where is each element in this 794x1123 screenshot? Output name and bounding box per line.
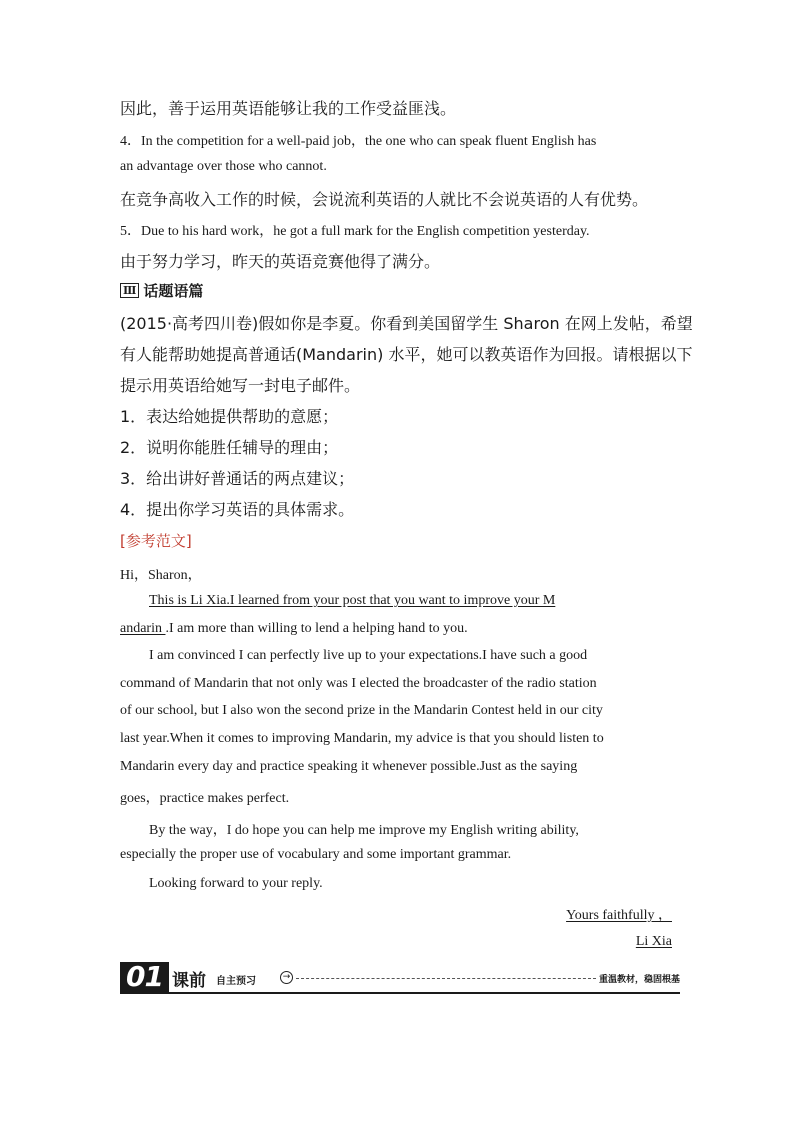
prompt-line2: 有人能帮助她提高普通话(Mandarin) 水平，她可以教英语作为回报。请根据以下	[120, 345, 693, 364]
prompt-line3: 提示用英语给她写一封电子邮件。	[120, 376, 361, 395]
letter-p2-line1: I am convinced I can perfectly live up to your expectations.I have such a good	[149, 648, 588, 663]
prompt-point-4: 4．提出你学习英语的具体需求。	[120, 500, 355, 519]
prompt-line1: (2015·高考四川卷)假如你是李夏。你看到美国留学生 Sharon 在网上发帖，希望	[120, 314, 693, 333]
letter-closing: Yours faithfully ，	[566, 908, 672, 923]
s4-english-line1: 4．In the competition for a well-paid job，the one who can speak fluent English has	[120, 134, 597, 149]
letter-p3-line2: especially the proper use of vocabulary and some important grammar.	[120, 847, 512, 862]
s5-translation: 由于努力学习，昨天的英语竞赛他得了满分。	[120, 252, 441, 271]
prompt-point-1: 1．表达给她提供帮助的意愿；	[120, 407, 339, 426]
section-title: 话题语篇	[143, 282, 204, 300]
banner-title: 课前	[172, 971, 206, 991]
letter-greeting: Hi，Sharon，	[120, 568, 202, 583]
banner-rule	[120, 992, 680, 994]
section-heading	[120, 280, 203, 301]
arrow-right-icon: →	[280, 971, 293, 984]
section-roman-numeral: Ⅲ	[120, 283, 139, 298]
letter-p2-line2: command of Mandarin that not only was I elected the broadcaster of the radio station	[120, 676, 597, 691]
letter-p2-line5: Mandarin every day and practice speaking it whenever possible.Just as the saying	[120, 759, 578, 774]
banner-subtitle: 自主预习	[216, 976, 256, 987]
letter-signature: Li Xia	[635, 934, 672, 949]
letter-p4: Looking forward to your reply.	[149, 876, 323, 891]
letter-p1-line2	[120, 621, 468, 637]
s4-translation: 在竞争高收入工作的时候，会说流利英语的人就比不会说英语的人有优势。	[120, 190, 649, 209]
letter-p3-line1: By the way，I do hope you can help me improve my English writing ability,	[149, 823, 579, 838]
banner-motto: 重温教材，稳固根基	[598, 975, 680, 985]
prompt-point-3: 3．给出讲好普通话的两点建议；	[120, 469, 355, 488]
reference-label: [参考范文]	[120, 532, 192, 550]
banner-number: 01	[120, 962, 169, 992]
letter-p1-line2-underlined: andarin	[120, 621, 166, 636]
letter-p1-line1: This is Li Xia.I learned from your post that you want to improve your M	[149, 593, 556, 608]
letter-p2-line6: goes，practice makes perfect.	[120, 791, 290, 806]
s3-translation: 因此，善于运用英语能够让我的工作受益匪浅。	[120, 99, 457, 118]
letter-p1-line2-rest: .I am more than willing to lend a helping hand to you.	[165, 621, 468, 636]
s4-english-line2: an advantage over those who cannot.	[120, 159, 327, 174]
section-banner	[120, 962, 680, 994]
letter-p2-line3: of our school, but I also won the second prize in the Mandarin Contest held in our city	[120, 703, 603, 718]
s5-english: 5．Due to his hard work，he got a full mark for the English competition yesterday.	[120, 224, 590, 239]
prompt-point-2: 2．说明你能胜任辅导的理由；	[120, 438, 339, 457]
banner-dashed-line	[296, 978, 596, 979]
letter-p2-line4: last year.When it comes to improving Mandarin, my advice is that you should listen to	[120, 731, 604, 746]
